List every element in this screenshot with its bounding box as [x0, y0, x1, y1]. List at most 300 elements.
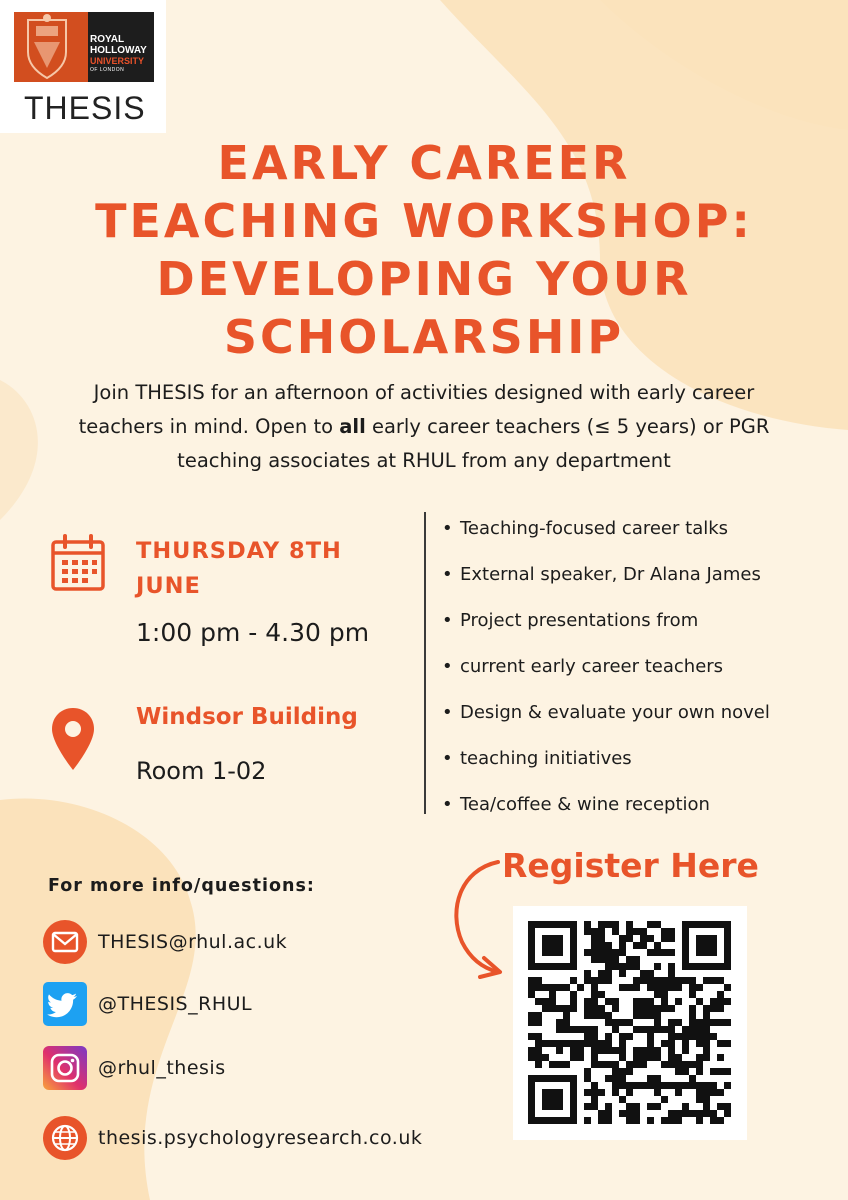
qr-module: [647, 921, 654, 928]
qr-module: [668, 1033, 675, 1040]
qr-module: [689, 1110, 696, 1117]
qr-module: [661, 1026, 668, 1033]
qr-module: [528, 1054, 535, 1061]
qr-module: [612, 949, 619, 956]
qr-module: [668, 935, 675, 942]
qr-module: [570, 1005, 577, 1012]
qr-module: [668, 977, 675, 984]
qr-module: [703, 1047, 710, 1054]
qr-module: [696, 1054, 703, 1061]
qr-module: [556, 1019, 563, 1026]
qr-module: [619, 1068, 626, 1075]
qr-module: [612, 1019, 619, 1026]
twitter-handle[interactable]: @THESIS_RHUL: [98, 993, 253, 1015]
qr-module: [689, 1019, 696, 1026]
email-link[interactable]: THESIS@rhul.ac.uk: [98, 931, 288, 953]
qr-module: [633, 1110, 640, 1117]
qr-module: [633, 1117, 640, 1124]
qr-module: [612, 1061, 619, 1068]
qr-module: [640, 998, 647, 1005]
event-time: 1:00 pm - 4.30 pm: [136, 618, 370, 647]
qr-module: [542, 1040, 549, 1047]
qr-module: [661, 949, 668, 956]
qr-module: [633, 1054, 640, 1061]
list-item: • Teaching-focused career talks: [438, 506, 838, 552]
qr-module: [591, 1047, 598, 1054]
qr-module: [647, 1012, 654, 1019]
qr-module: [668, 928, 675, 935]
qr-module: [626, 921, 633, 928]
qr-module: [696, 984, 703, 991]
qr-module: [619, 963, 626, 970]
qr-module: [528, 1019, 535, 1026]
qr-module: [689, 991, 696, 998]
qr-module: [619, 1110, 626, 1117]
qr-module: [675, 984, 682, 991]
qr-module: [654, 977, 661, 984]
qr-module: [654, 1103, 661, 1110]
crest-icon: [14, 12, 80, 82]
logo-line-university: UNIVERSITY: [90, 56, 145, 66]
qr-module: [570, 998, 577, 1005]
qr-module: [570, 991, 577, 998]
qr-module: [703, 1096, 710, 1103]
activity-list: [438, 506, 838, 828]
qr-module: [647, 984, 654, 991]
qr-module: [633, 984, 640, 991]
qr-module: [689, 1061, 696, 1068]
list-item: • Tea/coffee & wine reception: [438, 782, 838, 828]
qr-module: [640, 1061, 647, 1068]
qr-module: [591, 1026, 598, 1033]
qr-module: [605, 1075, 612, 1082]
qr-module: [661, 928, 668, 935]
qr-module: [612, 1005, 619, 1012]
qr-module: [612, 963, 619, 970]
qr-module: [675, 1019, 682, 1026]
qr-module: [626, 1117, 633, 1124]
qr-module: [682, 1103, 689, 1110]
qr-module: [654, 949, 661, 956]
list-item: • Project presentations from: [438, 598, 838, 644]
qr-module: [584, 1075, 591, 1082]
qr-module: [591, 1089, 598, 1096]
qr-module: [689, 1033, 696, 1040]
qr-module: [661, 1117, 668, 1124]
qr-module: [668, 1005, 675, 1012]
qr-module: [619, 1054, 626, 1061]
title-line: TEACHING WORKSHOP:: [95, 194, 753, 248]
qr-module: [703, 1005, 710, 1012]
qr-module: [668, 1019, 675, 1026]
qr-module: [605, 1012, 612, 1019]
qr-module: [647, 977, 654, 984]
qr-module: [605, 998, 612, 1005]
qr-module: [696, 935, 717, 956]
qr-module: [542, 1005, 549, 1012]
qr-module: [633, 977, 640, 984]
qr-module: [703, 1033, 710, 1040]
qr-module: [605, 970, 612, 977]
qr-module: [668, 1110, 675, 1117]
qr-module: [584, 1026, 591, 1033]
qr-module: [598, 949, 605, 956]
qr-module: [668, 1040, 675, 1047]
qr-code[interactable]: [513, 906, 747, 1140]
qr-module: [598, 1012, 605, 1019]
qr-module: [647, 1026, 654, 1033]
qr-module: [584, 970, 591, 977]
qr-module: [598, 1047, 605, 1054]
qr-module: [598, 977, 605, 984]
qr-module: [696, 1026, 703, 1033]
qr-module: [696, 1033, 703, 1040]
qr-module: [647, 1033, 654, 1040]
qr-module: [675, 1061, 682, 1068]
qr-module: [528, 977, 535, 984]
qr-module: [633, 1005, 640, 1012]
list-item-continuation: • teaching initiatives: [438, 736, 838, 782]
qr-module: [640, 1005, 647, 1012]
qr-module: [661, 935, 668, 942]
qr-module: [605, 1103, 612, 1110]
qr-module: [682, 977, 689, 984]
qr-module: [710, 1005, 717, 1012]
qr-module: [675, 998, 682, 1005]
qr-module: [647, 998, 654, 1005]
qr-module: [598, 1110, 605, 1117]
qr-module: [703, 1019, 710, 1026]
qr-module: [717, 998, 724, 1005]
qr-module: [661, 984, 668, 991]
qr-module: [647, 1047, 654, 1054]
qr-module: [605, 921, 612, 928]
qr-module: [661, 998, 668, 1005]
qr-module: [689, 1026, 696, 1033]
qr-module: [626, 1033, 633, 1040]
qr-module: [556, 1061, 563, 1068]
qr-module: [633, 1061, 640, 1068]
qr-module: [563, 1061, 570, 1068]
qr-module: [556, 984, 563, 991]
qr-module: [598, 991, 605, 998]
qr-module: [549, 998, 556, 1005]
qr-module: [535, 977, 542, 984]
qr-module: [598, 1040, 605, 1047]
qr-module: [584, 1117, 591, 1124]
contact-twitter[interactable]: [42, 980, 252, 1028]
qr-module: [549, 991, 556, 998]
contact-website[interactable]: [42, 1114, 422, 1162]
qr-module: [605, 1047, 612, 1054]
qr-module: [584, 1103, 591, 1110]
qr-module: [661, 1005, 668, 1012]
qr-module: [563, 984, 570, 991]
qr-module: [703, 1026, 710, 1033]
qr-module: [605, 1117, 612, 1124]
qr-module: [654, 1089, 661, 1096]
qr-module: [668, 1054, 675, 1061]
qr-module: [563, 1026, 570, 1033]
qr-module: [612, 998, 619, 1005]
qr-module: [612, 1075, 619, 1082]
qr-module: [591, 1082, 598, 1089]
qr-module: [570, 1040, 577, 1047]
qr-module: [626, 1019, 633, 1026]
qr-module: [724, 1110, 731, 1117]
qr-module: [647, 1005, 654, 1012]
qr-module: [612, 956, 619, 963]
envelope-icon: [42, 919, 88, 965]
qr-module: [612, 921, 619, 928]
qr-module: [696, 1096, 703, 1103]
qr-module: [577, 1054, 584, 1061]
qr-module: [626, 935, 633, 942]
qr-module: [556, 1040, 563, 1047]
qr-module: [675, 977, 682, 984]
qr-module: [633, 1012, 640, 1019]
qr-module: [710, 1110, 717, 1117]
logo-line-london: OF LONDON: [90, 67, 125, 73]
qr-module: [640, 935, 647, 942]
qr-module: [570, 1054, 577, 1061]
qr-module: [640, 942, 647, 949]
qr-module: [654, 1005, 661, 1012]
qr-module: [591, 1012, 598, 1019]
location-pin-icon: [50, 706, 96, 772]
qr-module: [626, 928, 633, 935]
intro-text: [50, 376, 798, 478]
qr-module: [647, 1054, 654, 1061]
qr-module: [612, 928, 619, 935]
qr-module: [710, 1019, 717, 1026]
qr-module: [696, 1068, 703, 1075]
qr-module: [668, 1082, 675, 1089]
qr-module: [626, 1082, 633, 1089]
qr-module: [619, 1075, 626, 1082]
event-venue: Windsor Building: [136, 704, 358, 730]
qr-module: [591, 928, 598, 935]
qr-module: [640, 1026, 647, 1033]
qr-module: [605, 1033, 612, 1040]
qr-module: [605, 977, 612, 984]
qr-module: [689, 1005, 696, 1012]
qr-module: [619, 942, 626, 949]
qr-module: [654, 991, 661, 998]
qr-module: [710, 1082, 717, 1089]
title-line: SCHOLARSHIP: [223, 310, 625, 364]
qr-module: [598, 1089, 605, 1096]
qr-module: [612, 1082, 619, 1089]
instagram-handle[interactable]: @rhul_thesis: [98, 1057, 226, 1079]
qr-module: [598, 942, 605, 949]
qr-module: [654, 921, 661, 928]
qr-module: [528, 1033, 535, 1040]
qr-module: [626, 1103, 633, 1110]
qr-module: [724, 1040, 731, 1047]
column-divider: [424, 512, 426, 814]
qr-module: [633, 956, 640, 963]
qr-module: [619, 970, 626, 977]
qr-module: [647, 970, 654, 977]
qr-module: [703, 1089, 710, 1096]
qr-module: [619, 1096, 626, 1103]
qr-module: [535, 1033, 542, 1040]
qr-module: [619, 1033, 626, 1040]
qr-module: [710, 977, 717, 984]
qr-module: [633, 1082, 640, 1089]
qr-module: [661, 977, 668, 984]
qr-module: [598, 956, 605, 963]
qr-module: [591, 1005, 598, 1012]
qr-module: [535, 1054, 542, 1061]
qr-module: [654, 1012, 661, 1019]
qr-module: [633, 928, 640, 935]
qr-module: [654, 1026, 661, 1033]
qr-module: [591, 1033, 598, 1040]
qr-module: [535, 1012, 542, 1019]
list-item-continuation: • current early career teachers: [438, 644, 838, 690]
qr-module: [605, 949, 612, 956]
qr-module: [675, 1054, 682, 1061]
qr-module: [717, 1005, 724, 1012]
qr-module: [535, 1061, 542, 1068]
list-item: • External speaker, Dr Alana James: [438, 552, 838, 598]
qr-module: [598, 935, 605, 942]
qr-module: [647, 1075, 654, 1082]
qr-module: [682, 1040, 689, 1047]
qr-module: [584, 1012, 591, 1019]
qr-module: [640, 1082, 647, 1089]
qr-module: [640, 970, 647, 977]
qr-module: [535, 1047, 542, 1054]
qr-module: [535, 1019, 542, 1026]
qr-module: [605, 956, 612, 963]
website-link[interactable]: thesis.psychologyresearch.co.uk: [98, 1127, 423, 1149]
qr-module: [598, 1005, 605, 1012]
qr-module: [626, 1110, 633, 1117]
contact-email[interactable]: [42, 918, 287, 966]
qr-module: [661, 1096, 668, 1103]
qr-module: [724, 1082, 731, 1089]
contact-instagram[interactable]: [42, 1044, 226, 1092]
qr-module: [710, 1117, 717, 1124]
qr-module: [654, 1054, 661, 1061]
qr-module: [591, 1096, 598, 1103]
qr-module: [535, 998, 542, 1005]
qr-module: [647, 1117, 654, 1124]
qr-module: [717, 1019, 724, 1026]
qr-module: [654, 984, 661, 991]
qr-module: [717, 1068, 724, 1075]
qr-module: [668, 970, 675, 977]
qr-module: [598, 1117, 605, 1124]
qr-module: [668, 1117, 675, 1124]
calendar-icon: [50, 534, 106, 592]
qr-module: [556, 1026, 563, 1033]
qr-module: [675, 1082, 682, 1089]
qr-module: [528, 991, 535, 998]
qr-module: [598, 970, 605, 977]
qr-module: [542, 998, 549, 1005]
qr-module: [668, 1026, 675, 1033]
qr-module: [577, 984, 584, 991]
qr-module: [549, 984, 556, 991]
qr-module: [584, 921, 591, 928]
qr-module: [591, 956, 598, 963]
qr-module: [591, 949, 598, 956]
qr-module: [584, 1089, 591, 1096]
qr-module: [703, 1012, 710, 1019]
qr-module: [675, 1110, 682, 1117]
qr-module: [605, 963, 612, 970]
title-line: EARLY CAREER: [217, 136, 631, 190]
qr-module: [682, 1033, 689, 1040]
qr-module: [640, 928, 647, 935]
qr-module: [717, 977, 724, 984]
qr-module: [703, 1040, 710, 1047]
qr-module: [619, 984, 626, 991]
qr-module: [696, 1089, 703, 1096]
qr-module: [570, 977, 577, 984]
qr-module: [668, 949, 675, 956]
qr-module: [647, 935, 654, 942]
qr-module: [528, 984, 535, 991]
qr-module: [626, 963, 633, 970]
qr-module: [696, 1110, 703, 1117]
qr-module: [542, 984, 549, 991]
event-date: THURSDAY 8TH JUNE: [136, 538, 342, 599]
qr-module: [591, 1054, 598, 1061]
qr-module: [619, 935, 626, 942]
qr-module: [591, 998, 598, 1005]
qr-module: [528, 1012, 535, 1019]
qr-module: [696, 1061, 703, 1068]
qr-module: [591, 1103, 598, 1110]
qr-module: [563, 1012, 570, 1019]
qr-module: [584, 998, 591, 1005]
qr-module: [682, 1082, 689, 1089]
qr-module: [598, 928, 605, 935]
qr-module: [640, 1054, 647, 1061]
qr-module: [717, 1103, 724, 1110]
qr-module: [605, 1061, 612, 1068]
qr-module: [591, 942, 598, 949]
qr-module: [717, 1089, 724, 1096]
qr-module: [647, 949, 654, 956]
qr-module: [584, 949, 591, 956]
qr-module: [549, 1005, 556, 1012]
qr-module: [584, 1005, 591, 1012]
qr-module: [689, 1082, 696, 1089]
qr-module: [549, 1061, 556, 1068]
qr-module: [703, 977, 710, 984]
qr-module: [619, 1040, 626, 1047]
qr-module: [619, 949, 626, 956]
qr-module: [591, 1061, 598, 1068]
university-crest: [14, 12, 154, 82]
qr-module: [668, 1061, 675, 1068]
qr-module: [682, 1026, 689, 1033]
intro-text-end: early career teachers (≤ 5 years) or PGR teaching associates at RHUL from any department: [177, 415, 770, 472]
qr-module: [626, 984, 633, 991]
intro-text-emphasis: all: [339, 415, 366, 438]
qr-module: [619, 1047, 626, 1054]
qr-module: [689, 1075, 696, 1082]
qr-module: [724, 1068, 731, 1075]
qr-module: [563, 1040, 570, 1047]
qr-module: [577, 1047, 584, 1054]
